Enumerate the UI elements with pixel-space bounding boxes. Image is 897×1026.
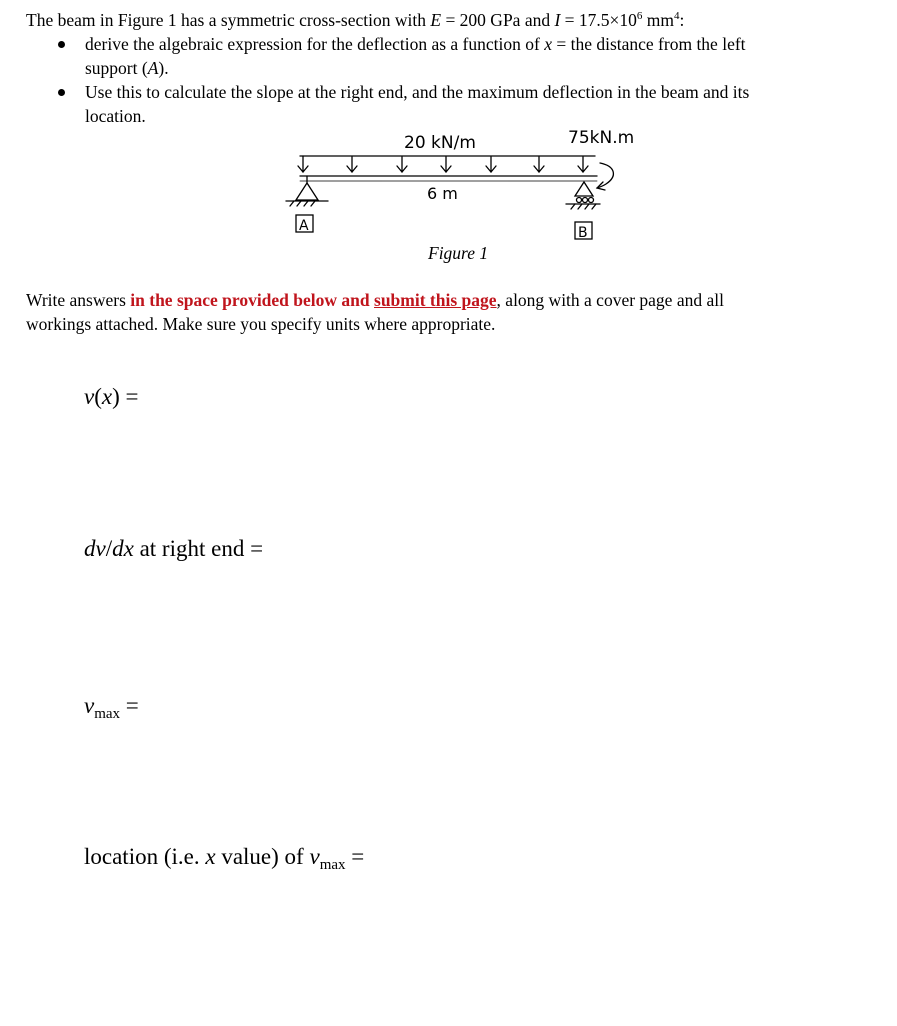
bullet-2-line-2: location. bbox=[85, 106, 146, 126]
answer-deflection bbox=[84, 384, 139, 410]
location-subscript: max bbox=[319, 857, 346, 873]
modulus-symbol: E bbox=[430, 10, 442, 30]
bullet-1-var-a: A bbox=[147, 58, 159, 78]
instructions-emphasis: in the space provided below and bbox=[130, 290, 375, 310]
bullet-1-text-c: support ( bbox=[85, 58, 148, 78]
slope-dx: dx bbox=[112, 536, 134, 561]
bullet-1-text-d: ). bbox=[158, 58, 169, 78]
answer-location bbox=[84, 844, 364, 874]
location-v-symbol: v bbox=[309, 844, 320, 869]
intro-text: The beam in Figure 1 has a symmetric cross-section with bbox=[26, 10, 431, 30]
moment-label: 75kN.m bbox=[568, 128, 635, 148]
slope-divider: / bbox=[105, 536, 113, 561]
answer-max-deflection bbox=[84, 693, 139, 723]
slope-dv: dv bbox=[84, 536, 106, 561]
bullet-2-line-1: Use this to calculate the slope at the right end, and the maximum deflection in the beam and its bbox=[85, 82, 750, 102]
load-label: 20 kN/m bbox=[404, 133, 476, 153]
instructions-text-b: , along with a cover page and all bbox=[496, 290, 724, 310]
vmax-subscript: max bbox=[94, 706, 121, 722]
bullet-1-text-b: = the distance from the left bbox=[551, 34, 746, 54]
bullet-1-text: derive the algebraic expression for the deflection as a function of bbox=[85, 34, 545, 54]
intro-colon: : bbox=[679, 10, 685, 30]
figure-caption: Figure 1 bbox=[428, 243, 489, 263]
slope-text: at right end = bbox=[133, 536, 264, 561]
vx-paren: ( bbox=[94, 384, 102, 409]
inertia-unit: mm bbox=[642, 10, 675, 30]
vx-var: x bbox=[101, 384, 113, 409]
instructions-line-1 bbox=[26, 289, 724, 312]
instructions-text: Write answers bbox=[26, 290, 131, 310]
unit-exponent: 4 bbox=[674, 10, 680, 22]
instructions-submit-emphasis: submit this page bbox=[374, 290, 497, 310]
vmax-equals: = bbox=[120, 693, 139, 718]
modulus-value: = 200 GPa and bbox=[441, 10, 555, 30]
answer-slope bbox=[84, 536, 263, 562]
support-a-pin bbox=[286, 176, 328, 206]
inertia-symbol: I bbox=[554, 10, 561, 30]
bullet-1-var-x: x bbox=[544, 34, 552, 54]
support-a-label: A bbox=[299, 218, 309, 234]
vx-equals: ) = bbox=[112, 384, 139, 409]
support-b-label: B bbox=[578, 225, 588, 241]
vx-symbol: v bbox=[84, 384, 95, 409]
vmax-symbol: v bbox=[84, 693, 95, 718]
moment-arrow bbox=[597, 163, 613, 188]
beam-figure bbox=[0, 0, 897, 270]
location-text: location (i.e. bbox=[84, 844, 206, 869]
location-text-b: value) of bbox=[215, 844, 310, 869]
location-var-x: x bbox=[205, 844, 216, 869]
location-equals: = bbox=[345, 844, 365, 869]
support-b-roller bbox=[566, 182, 600, 209]
inertia-value: = 17.5×10 bbox=[560, 10, 637, 30]
span-label: 6 m bbox=[427, 184, 458, 203]
inertia-exponent: 6 bbox=[636, 10, 643, 22]
instructions-line-2: workings attached. Make sure you specify units where appropriate. bbox=[26, 314, 496, 334]
load-arrows bbox=[298, 156, 588, 172]
